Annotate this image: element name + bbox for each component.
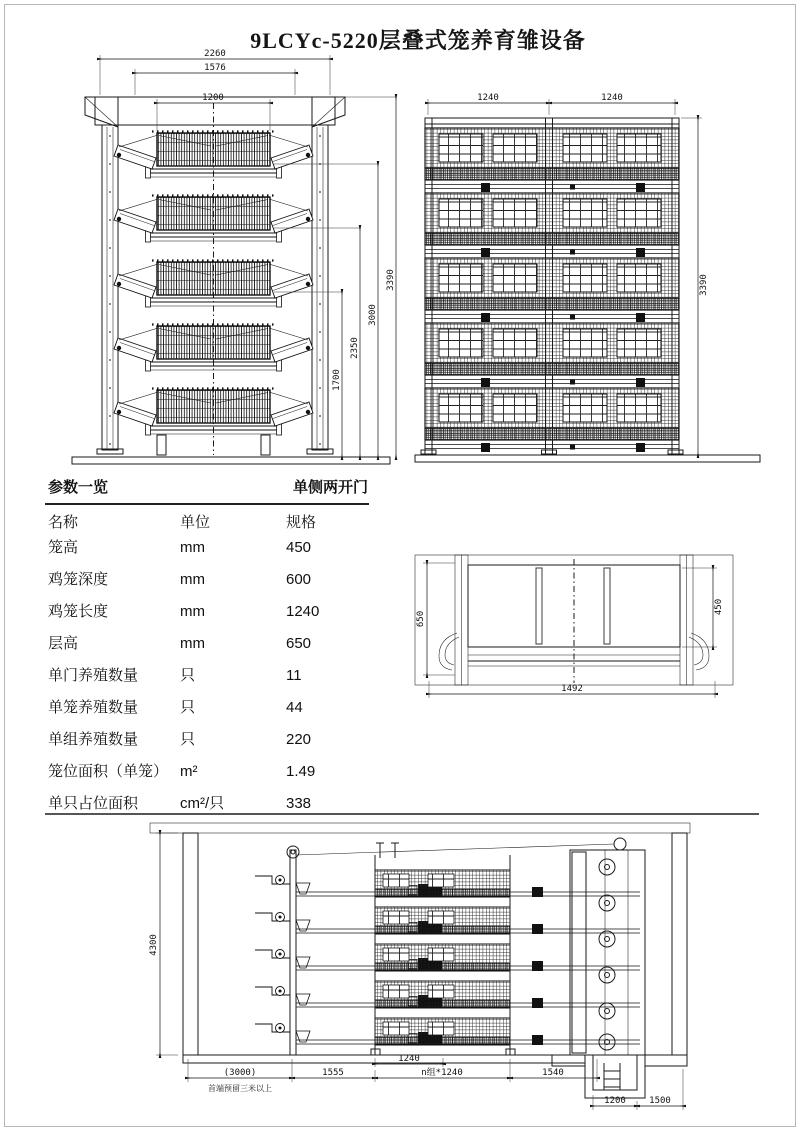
col-name: 名称 [48, 514, 79, 531]
param-unit: cm²/只 [180, 795, 225, 812]
dim-height-3390: 3390 [386, 269, 396, 291]
param-name: 笼高 [48, 539, 79, 556]
top-view-dimensions [416, 563, 724, 698]
cage-tier [255, 981, 640, 1008]
param-spec: 650 [286, 635, 312, 652]
floor-hatch [183, 1055, 585, 1063]
param-spec: 220 [286, 731, 312, 748]
dim-1555: 1555 [322, 1068, 344, 1078]
dim-width-1492: 1492 [561, 684, 583, 694]
dim-height-2350: 2350 [350, 337, 360, 359]
table-row [48, 536, 378, 568]
param-unit: mm [180, 539, 205, 556]
cage-tier [255, 907, 640, 934]
installation-view-drawing [80, 815, 780, 1127]
cage-tier [255, 870, 640, 897]
param-unit: 只 [180, 667, 196, 684]
clearance-note: 首端预留三米以上 [208, 1084, 272, 1093]
col-unit: 单位 [180, 514, 211, 531]
dim-depth-450: 450 [714, 598, 724, 616]
param-name: 单组养殖数量 [48, 731, 139, 748]
cage-tier [114, 261, 313, 308]
dim-1540: 1540 [542, 1068, 564, 1078]
param-name: 层高 [48, 635, 79, 652]
table-row [48, 600, 378, 632]
dim-pit-width: 1200 [604, 1096, 626, 1106]
param-name: 鸡笼深度 [48, 571, 109, 588]
table-row [48, 664, 378, 696]
dim-clearance: (3000) [223, 1068, 257, 1078]
param-name: 单只占位面积 [48, 795, 139, 812]
cage-tier [255, 944, 640, 971]
params-header [48, 476, 368, 497]
param-name: 单笼养殖数量 [48, 699, 139, 716]
table-row [48, 568, 378, 600]
param-spec: 450 [286, 539, 312, 556]
param-name: 鸡笼长度 [48, 603, 109, 620]
params-subtitle: 单侧两开门 [292, 479, 368, 496]
dim-total-height: 3390 [699, 274, 709, 296]
col-spec: 规格 [286, 514, 317, 531]
param-unit: 只 [180, 699, 196, 716]
param-unit: mm [180, 571, 205, 588]
right-wall [672, 833, 687, 1055]
table-row [48, 632, 378, 664]
param-spec: 11 [286, 667, 302, 684]
left-wall [183, 833, 198, 1055]
drive-unit [570, 838, 645, 1055]
front-view-drawing [415, 85, 760, 470]
parameters-table [48, 511, 378, 824]
dim-bay-2: 1240 [601, 93, 623, 103]
dim-pit-offset: 1500 [649, 1096, 671, 1106]
table-row [48, 760, 378, 792]
dim-bay-1: 1240 [477, 93, 499, 103]
param-spec: 1.49 [286, 763, 316, 780]
params-title: 参数一览 [48, 479, 109, 496]
table-header-row [48, 511, 378, 536]
top-view-drawing [405, 535, 760, 710]
page-title: 9LCYc-5220层叠式笼养育雏设备 [250, 28, 586, 53]
param-unit: mm [180, 603, 205, 620]
param-name: 单门养殖数量 [48, 667, 139, 684]
dim-depth-650: 650 [416, 610, 426, 628]
table-rule-top [45, 503, 369, 505]
ground-hatch [415, 455, 760, 462]
side-view-drawing [40, 45, 420, 470]
cage-tier [255, 1018, 640, 1045]
param-unit: mm [180, 635, 205, 652]
table-row [48, 728, 378, 760]
table-row [48, 696, 378, 728]
ground-hatch [72, 457, 390, 464]
param-spec: 600 [286, 571, 312, 588]
param-unit: 只 [180, 731, 196, 748]
cage-tier [114, 196, 313, 243]
dim-width-inner: 1200 [202, 93, 224, 103]
param-name: 笼位面积（单笼） [48, 763, 169, 780]
param-unit: m² [180, 763, 198, 780]
dim-height-3000: 3000 [368, 304, 378, 326]
dim-room-height: 4300 [149, 934, 159, 956]
manure-pit [552, 1055, 687, 1098]
param-spec: 338 [286, 795, 312, 812]
param-spec: 1240 [286, 603, 320, 620]
dim-width-outer: 2260 [204, 49, 226, 59]
dim-n-bays: n组*1240 [421, 1068, 463, 1078]
dim-width-mid: 1576 [204, 63, 226, 73]
param-spec: 44 [286, 699, 303, 716]
ceiling-beam [150, 823, 690, 833]
dim-bay-width: 1240 [398, 1054, 420, 1064]
dim-height-1700: 1700 [332, 369, 342, 391]
